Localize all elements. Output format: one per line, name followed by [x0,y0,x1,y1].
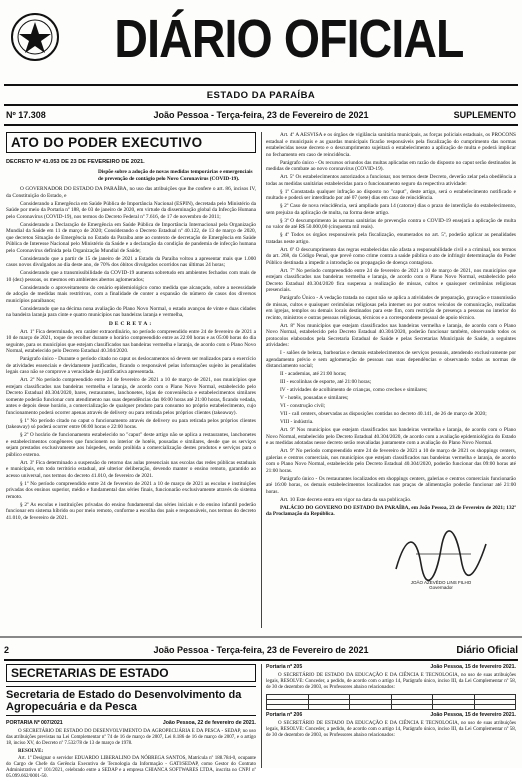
portaria-number: Portaria nº 206 [266,711,303,718]
state-coat-of-arms-icon [10,12,60,62]
article: Art. 9º Nos municípios que estejam classificados nas bandeiras vermelha e laranja, de acordo com o Plano Novo Normal, estabelecido pelo Decreto Estadual 40.304/2020, de acordo com a avaliação epidemiológica do Estado e as medidas adotadas nesse decreto serão reavaliadas juntamente com a avaliação do Plano Novo Normal. [266,427,516,446]
paragraph: O SECRETÁRIO DE ESTADO DA EDUCAÇÃO E DA CIÊNCIA E TECNOLOGIA, no uso de suas atribuições legais, RESOLVE: Conceder, a pedido, de acordo com o artigo 14, Parágrafo único, inciso III, da Lei Complementar nº 58, de 30 de dezembro de 2003, os Professores abaixo relacionados: [266,673,516,691]
issue-number: Nº 17.308 [6,110,46,120]
paragraph: Art. 1º Designar o servidor EDUARDO LIBERALINO DA NÓBREGA SANTOS, Matrícula nº 188.784-0, ocupante do Cargo de Chefe da Gerência Executiva de Tecnologia da Informação - GATI/SEDAP, como Gestor do Contrato Administrativo nº 101/2021, celebrado entre a SEDAP e a empresa CHIANCA SOFTWARES LTDA, inscrita no CNPJ nº 05.099.662/0001-50. [6,755,256,780]
paragraph: Considerando que a transmissibilidade da COVID-19 aumenta sobretudo em ambientes fechados com mais de 10 (dez) pessoas, os mesmos em ambientes abertos aglomerados; [6,270,256,283]
article: § 3º O descumprimento às normas sanitárias de prevenção contra o COVID-19 ensejará a aplicação de multa no valor de até R$ 50.000,00 (cinquenta mil reais). [266,217,516,230]
article: § 1º No período compreendido entre 24 de fevereiro de 2021 a 10 de março de 2021 as escolas e instituições privadas dos ensinos superior, médio e fundamental das séries finais, funcionarão exclusivamente através do sistema remoto. [6,480,256,500]
paragraph: Considerando o aproveitamento do cenário epidemiológico como medida que alcançado, sobre a necessidade de adoção de medidas mais restritivas, com a finalidade de conter a expansão do número de casos dos diversos municípios paraibanos; [6,284,256,304]
page-date: João Pessoa - Terça-feira, 23 de Fevereiro de 2021 [153,645,369,655]
decree-title: DECRETO Nº 41.053 DE 23 DE FEVEREIRO DE 2021. [6,159,145,165]
portaria-header [266,664,516,670]
right-column [266,132,516,594]
article: Art. 3º Fica determinado a suspensão do retorno das aulas presenciais nas escolas das redes públicas estaduais e municipais, em todo território estadual, até ulterior deliberação, devendo manter o ensino remoto, garantido ao acesso universal, nos termos do decreto 41.010, de fevereiro de 2021. [6,459,256,479]
list-item: II - academias, até 21:00 horas; [280,371,347,377]
article: § 2º Caso de nova reincidência, será ampliado para 14 (catorze) dias o prazo de interdição do estabelecimento, sem prejuízo da aplicação de multa, na forma deste artigo. [266,203,516,216]
column-divider [261,664,262,768]
paragraph: O SECRETÁRIO DE ESTADO DA EDUCAÇÃO E DA CIÊNCIA E TECNOLOGIA, no uso de suas atribuições legais, RESOLVE: Conceder, a pedido, de acordo com o artigo 14, Parágrafo único, inciso III, da Lei Complementar nº 58, de 30 de dezembro de 2003, os Professores abaixo relacionados: [266,720,516,739]
divider [4,104,518,106]
paragraph: Considerando a Declaração de Emergência em Saúde Pública de Importância Internacional pela Organização Mundial da Saúde em 11 de março de 2020; Considerando o Decreto Estadual nº 40.122, de 13 de março de 2020, que decretou Situação de Emergência no Estado da Paraíba ante ao contexto de decretação de Emergência em Saúde Pública de Interesse Nacional pelo Ministério da Saúde e a declaração da condição de pandemia de infecção humana pelo Coronavírus definida pela Organização Mundial de Saúde; [6,221,256,254]
portaria-date: João Pessoa, 15 de fevereiro 2021. [430,711,516,718]
list-item: IV - atividades de acolhimento de crianças, como creches e similares; [280,387,428,393]
list-item: VI - construção civil; [280,403,326,409]
subsection-heading: Secretaria de Estado do Desenvolvimento da Agropecuária e da Pesca [6,686,256,716]
masthead [0,0,522,80]
article: Art. 7º No período compreendido entre 24 de fevereiro de 2021 a 10 de março de 2021, nos municípios que estejam classificados nas bandeiras vermelha e laranja, de acordo com o Plano Novo Normal, estabelecido pelo Decreto Estadual 40.304/2020 fica suspensa a realização de missas, cultos e quaisquer cerimônias religiosas presenciais. [266,267,516,293]
supplement-label: SUPLEMENTO [453,110,516,120]
data-table [266,694,516,710]
article: § 1º No período citado no caput o funcionamento através de delivery ou para retirada pelos próprios clientes (takeaway) só poderá ocorrer entre 06:00 horas e 22:00 horas. [6,417,256,430]
closing-statement: PALÁCIO DO GOVERNO DO ESTADO DA PARAÍBA, em João Pessoa, 23 de Fevereiro de 2021; 132º da Proclamação da República. [266,504,516,517]
decreta-heading: DECRETA: [108,320,154,327]
left-column [6,132,256,523]
list-item: I - salões de beleza, barbearias e demais estabelecimentos de serviços pessoais, atendendo exclusivamente por agendamento prévio e sem aglomeração de pessoas nas suas dependências e observando todas as normas de distanciamento social; [266,350,516,369]
left-column [6,664,256,782]
article: Art. 6º O descumprimento das regras estabelecidas não afasta a responsabilidade civil e a criminal, nos termos do art. 268, do Código Penal, que prevê como crime contra a saúde pública o ato de infringir determinação do Poder Público destinada a impedir a introdução ou propagação de doença contagiosa. [266,246,516,266]
article: Art. 8º Nos municípios que estejam classificados nas bandeiras vermelha e laranja, de acordo com o Plano Novo Normal, estabelecido pelo Decreto Estadual 40.304/2020, poderão funcionar também, observando todos os protocolos elaborados pela Secretaria Estadual de Saúde e pelas Secretarias Municipais de Saúde, a seguintes atividades: [266,322,516,348]
publication-name: Diário Oficial [456,645,518,656]
issue-info-bar [4,108,518,122]
newspaper-title: DIÁRIO OFICIAL [114,9,464,69]
article: § 1º Constatada qualquer infração ao disposto no "caput", deste artigo, será o estabelecimento notificado e multado e poderá ser interditado por até 07 (sete) dias em caso de reincidência. [266,188,516,201]
portaria-header [266,712,516,718]
article: Art. 10 Este decreto entra em vigor na data da sua publicação. [280,496,412,503]
article: Art. 2º No período compreendido entre 24 de fevereiro de 2021 a 10 de março de 2021, nos municípios que estejam classificados nas bandeiras vermelha e laranja, de acordo com o Plano Novo Normal, estabelecido pelo Decreto Estadual 40.304/2020, bares, restaurantes, lanchonetes, lojas de conveniência e estabelecimentos similares somente poderão funcionar com atendimento nas suas dependências das 06:00 horas até 21:00 horas, ficando vedada, antes e depois desse horário, a comercialização de qualquer produto para consumo no próprio estabelecimento, cujo funcionamento poderá ocorrer apenas através de delivery ou para retirada pelos próprios clientes (takeaway). [6,377,256,416]
portaria-date: João Pessoa, 15 de fevereiro 2021. [430,664,516,670]
divider [4,124,518,126]
paragraph: RESOLVE: [18,748,44,754]
article: § 2º As escolas e instituições privadas do ensino fundamental das séries iniciais e do ensino infantil poderão funcionar em sistema híbrido ou por meio remoto, conforme a escolha dos pais e responsáveis, nos termos do decreto 41.010, de fevereiro de 2021. [6,501,256,521]
signature-block [266,524,516,594]
article: § 4º Todos os órgãos responsáveis pela fiscalização, enumerados no art. 5º, poderão aplicar as penalidades tratadas neste artigo. [266,232,516,245]
divider [4,659,518,661]
section-heading: SECRETARIAS DE ESTADO [6,664,256,682]
article: Art. 4º A AESVISA e os órgãos de vigilância sanitária municipais, as forças policiais estaduais, os PROCONS estadual e municipais e as guardas municipais ficarão responsáveis pela fiscalização do cumprimento das normas estabelecidas nesse decreto e o descumprimento sujeitará o estabelecimento a aplicação de multa e poderá implicar no fechamento em caso de reincidência. [266,132,516,158]
signature-icon [386,524,496,584]
state-name: ESTADO DA PARAÍBA [206,90,316,101]
portaria-date: João Pessoa, 22 de fevereiro de 2021. [162,720,256,726]
paragraph: O GOVERNADOR DO ESTADO DA PARAÍBA, no uso das atribuições que lhe confere o art. 86, incisos IV, da Constituição do Estado, e [6,186,256,199]
decree-summary: Dispõe sobre a adoção de novas medidas temporárias e emergenciais de prevenção de contágio pelo Novo Coronavírus (COVID-19). [98,169,253,182]
page-header [4,644,518,658]
portaria-number: Portaria nº 205 [266,664,303,670]
issue-date: João Pessoa - Terça-feira, 23 de Fevereiro de 2021 [153,110,369,120]
portaria-number: PORTARIA Nº 007/2021 [6,720,63,726]
paragraph: Considerando a Emergência em Saúde Pública de Importância Nacional (ESPIN), decretada pelo Ministério da Saúde por meio da Portaria nº 188, de 03 de janeiro de 2020, em virtude da disseminação global da Infecção Humana pelo Coronavírus (COVID-19), nos termos do Decreto Federal nº 7.616, de 17 de novembro de 2011; [6,200,256,220]
article: Art. 1º Fica determinado, em caráter extraordinário, no período compreendido entre 24 de fevereiro de 2021 a 10 de março de 2021, toque de recolher durante o horário compreendido entre as 22:00 horas e as 05:00 horas do dia seguinte, para os municípios que estejam classificados nas bandeiras vermelha e laranja, de acordo com o Plano Novo Normal, estabelecido pelo Decreto Estadual 40.304/2020. [6,328,256,354]
paragraph: Considerando que a partir de 15 de janeiro de 2021 a Estado da Paraíba voltou a apresentar mais que 1.000 casos novos divulgados ao dia deste ano, de 70% dos óbitos divulgados ocorridos nas últimas 24 horas; [6,255,256,268]
right-column [266,664,516,740]
signer-name: JOÃO AZEVÊDO LINS FILHO [410,579,472,585]
paragraph: O SECRETÁRIO DE ESTADO DO DESENVOLVIMENTO DA AGROPECUÁRIA E DA PESCA - SEDAP, no uso das atribuições previstas na Lei Complementar nº 74 de 16 de março de 2007, Lei 8.186 de 16 de março de 2007, e o artigo 18, inciso XV, do Decreto nº 7.532/78 de 13 de março de 1978. [6,729,256,747]
paragraph: Considerando que na décima nona avaliação do Plano Novo Normal, o estado avançou de vinte e duas cidades na bandeira laranja para cinte e quatro municípios nas bandeiras laranja e vermelha, [6,305,256,318]
list-item: VIII - indústria. [280,419,314,425]
article: Art. 5º Os estabelecimentos autorizados a funcionar, nos termos deste Decreto, deverão zelar pela obediência a todas as medidas sanitárias estabelecidas para o funcionamento seguro da respectiva atividade: [266,174,516,187]
second-page [0,638,522,780]
article: Parágrafo Único - A vedação tratada no caput não se aplica a atividades de preparação, gravação e transmissão de missas, cultos e quaisquer cerimônias religiosas pela internet ou por outros veículos de comunicação, realizadas em igrejas, templos ou demais locais destinados para este fim, com restrição de presença a pessoas no interior do recinto, ministros e outras pessoas religiosas, técnicos e a correspondente pessoal de apoio técnico. [266,295,516,321]
list-item: VII - call centers, observadas as disposições contidas no decreto 40.141, de 26 de março de 2020; [280,411,487,417]
article: Art. 9º No período compreendido entre 24 de fevereiro de 2021 a 10 de março de 2021 os shoppings centers, galerias e centros comerciais, nos municípios que estejam classificados nas bandeiras vermelha e laranja, de acordo com o Plano Novo Normal, estabelecido pelo Decreto Estadual 40.304/2020, poderão funcionar das 09:00 horas até 21:00 horas. [266,448,516,474]
list-item: V - hotéis, pousadas e similares; [280,395,349,401]
table-row [267,704,516,709]
divider [4,84,518,86]
list-item: III - escolinhas de esporte, até 21:00 horas; [280,379,372,385]
page-number: 2 [4,645,10,655]
article: Parágrafo único - Durante o período citado no caput os deslocamentos só devem ser realizados para o exercício de atividades essenciais e devidamente justificados, ficando o responsável pelas informações sujeito às penalidades legais caso não se comprove a veracidade da justificativa apresentada. [6,356,256,375]
article: § 2º O horário de funcionamento estabelecido no "caput" deste artigo não se aplica a restaurantes, lanchonetes e estabelecimentos congêneres que funcionem no interior de hotéis, pousadas e similares, desde que os serviços sejam prestados exclusivamente aos hóspedes, sendo proibida a comercialização destes produtos e serviços para o público externo. [6,432,256,458]
portaria-header [6,720,256,726]
article: Parágrafo único - Os restaurantes localizados em shoppings centers, galerias e centros comerciais funcionarão até 16:00 horas, os demais estabelecimentos localizados nas praças de alimentação poderão funcionar até 21:00 horas. [266,475,516,495]
section-heading: ATO DO PODER EXECUTIVO [6,132,256,153]
signer-role: Governador [429,584,453,590]
column-divider [261,132,262,628]
article: Parágrafo único - Os recursos oriundos das multas aplicadas em razão do disposto no caput serão destinados às medidas de combate ao novo coronavírus (COVID-19). [266,159,516,172]
